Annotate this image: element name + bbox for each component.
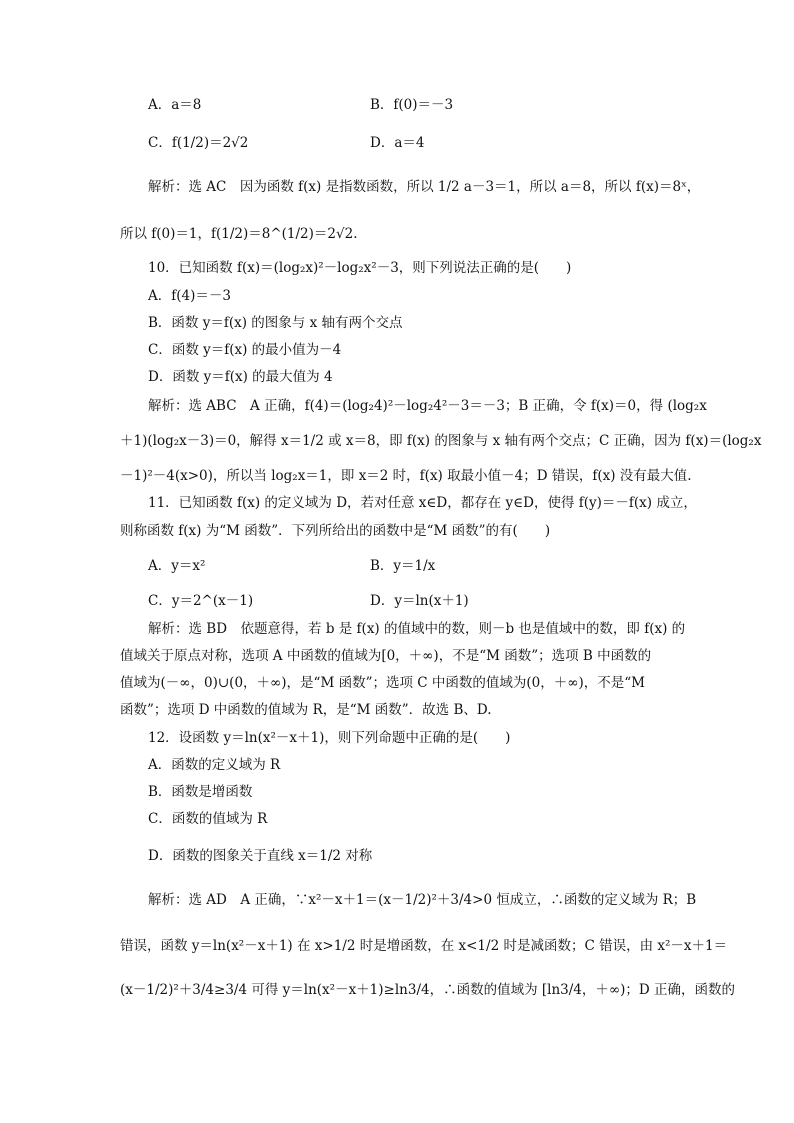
- q10-solution-line-1: 解析：选 ABC A 正确，f(4)＝(log₂4)²－log₂4²－3＝－3；B 正确，令 f(x)＝0，得 (log₂x: [148, 398, 707, 414]
- q12-stem: 12．设函数 y＝ln(x²－x＋1)，则下列命题中正确的是( ): [148, 730, 511, 746]
- q12-option-b: B．函数是增函数: [148, 784, 253, 800]
- q11-stem-line-2: 则称函数 f(x) 为“M 函数”．下列所给出的函数中是“M 函数”的有( ): [120, 523, 551, 539]
- q10-option-c: C．函数 y＝f(x) 的最小值为－4: [148, 342, 342, 358]
- q10-option-d: D．函数 y＝f(x) 的最大值为 4: [148, 369, 333, 385]
- q11-solution-line-4: 函数”；选项 D 中函数的值域为 R，是“M 函数”．故选 B、D.: [120, 702, 492, 718]
- q12-solution-line-3: (x－1/2)²＋3/4≥3/4 可得 y＝ln(x²－x＋1)≥ln3/4，∴函数的值域为 [ln3/4，＋∞)；D 正确，函数的: [120, 982, 736, 998]
- q11-solution-line-3: 值域为(－∞，0)∪(0，＋∞)，是“M 函数”；选项 C 中函数的值域为(0，＋∞)，不是“M: [120, 675, 645, 691]
- q10-option-b: B．函数 y＝f(x) 的图象与 x 轴有两个交点: [148, 315, 403, 331]
- q11-option-d: D．y＝ln(x＋1): [370, 593, 469, 609]
- q10-solution-line-3: －1)²－4(x>0)，所以当 log₂x＝1，即 x＝2 时，f(x) 取最小值－4；D 错误，f(x) 没有最大值.: [120, 468, 692, 484]
- q11-option-c: C．y＝2^(x－1): [148, 593, 254, 609]
- q12-option-a: A．函数的定义域为 R: [148, 757, 281, 773]
- q9-solution-line-2: 所以 f(0)＝1，f(1/2)＝8^(1/2)＝2√2.: [120, 226, 358, 242]
- q11-option-b: B．y＝1/x: [370, 558, 436, 574]
- q9-solution-line-1: 解析：选 AC 因为函数 f(x) 是指数函数，所以 1/2 a－3＝1，所以 a＝8，所以 f(x)＝8ˣ，: [148, 179, 701, 195]
- q9-option-b: B．f(0)＝－3: [370, 97, 454, 113]
- q10-stem: 10．已知函数 f(x)＝(log₂x)²－log₂x²－3，则下列说法正确的是( ): [148, 260, 572, 276]
- q12-solution-line-1: 解析：选 AD A 正确，∵x²－x＋1＝(x－1/2)²＋3/4>0 恒成立，∴函数的定义域为 R；B: [148, 892, 697, 908]
- q11-solution-line-2: 值域关于原点对称，选项 A 中函数的值域为[0，＋∞)，不是“M 函数”；选项 B 中函数的: [120, 648, 652, 664]
- q9-option-a: A．a＝8: [148, 97, 202, 113]
- q11-solution-line-1: 解析：选 BD 依题意得，若 b 是 f(x) 的值域中的数，则－b 也是值域中的数，即 f(x) 的: [148, 621, 686, 637]
- q10-solution-line-2: ＋1)(log₂x－3)＝0，解得 x＝1/2 或 x＝8，即 f(x) 的图象与 x 轴有两个交点；C 正确，因为 f(x)＝(log₂x: [120, 433, 762, 449]
- q9-option-c: C．f(1/2)＝2√2: [148, 135, 249, 151]
- q9-option-d: D．a＝4: [370, 135, 425, 151]
- q10-option-a: A．f(4)＝－3: [148, 288, 231, 304]
- q12-option-c: C．函数的值域为 R: [148, 811, 268, 827]
- q11-stem-line-1: 11．已知函数 f(x) 的定义域为 D，若对任意 x∈D，都存在 y∈D，使得 f(y)＝－f(x) 成立，: [148, 495, 697, 511]
- q11-option-a: A．y＝x²: [148, 558, 206, 574]
- q12-solution-line-2: 错误，函数 y＝ln(x²－x＋1) 在 x>1/2 时是增函数，在 x<1/2 时是减函数；C 错误，由 x²－x＋1＝: [120, 938, 728, 954]
- q12-option-d: D．函数的图象关于直线 x＝1/2 对称: [148, 848, 373, 864]
